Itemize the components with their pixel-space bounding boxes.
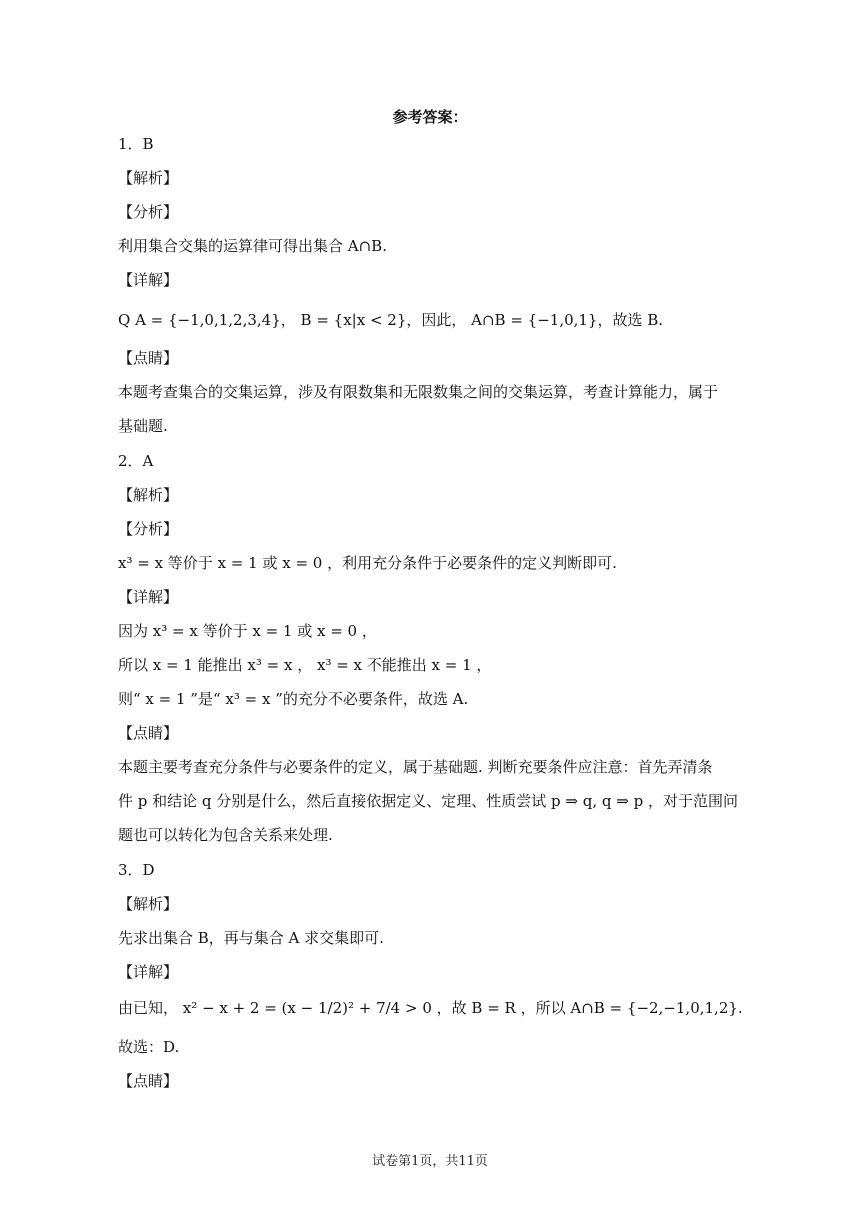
detail-text-2c: 则“ x = 1 ”是“ x³ = x ”的充分不必要条件，故选 A. <box>118 690 469 708</box>
section-xiangjie-2: 【详解】 <box>118 588 179 606</box>
section-dianjing-1: 【点睛】 <box>118 349 179 367</box>
analysis-text-2: x³ = x 等价于 x = 1 或 x = 0 ，利用充分条件于必要条件的定义判断即可. <box>118 554 617 572</box>
section-xiangjie-1: 【详解】 <box>118 271 179 289</box>
section-fenxi-2: 【分析】 <box>118 520 179 538</box>
section-dianjing-3: 【点睛】 <box>118 1072 179 1090</box>
comment-text-2b: 件 p 和结论 q 分别是什么，然后直接依据定义、定理、性质尝试 p ⇒ q, q ⇒ p ，对于范围问 <box>118 792 738 810</box>
analysis-text-1: 利用集合交集的运算律可得出集合 A∩B. <box>118 237 387 255</box>
comment-text-2a: 本题主要考查充分条件与必要条件的定义，属于基础题. 判断充要条件应注意：首先弄清条 <box>118 758 713 776</box>
detail-text-2a: 因为 x³ = x 等价于 x = 1 或 x = 0 ， <box>118 622 377 640</box>
comment-text-2c: 题也可以转化为包含关系来处理. <box>118 826 333 844</box>
detail-text-1: Q A = {−1,0,1,2,3,4}， B = {x|x < 2}，因此， A∩B = {−1,0,1}，故选 B. <box>118 311 664 329</box>
section-xiangjie-3: 【详解】 <box>118 963 179 981</box>
page-footer: 试卷第1页，共11页 <box>372 1154 488 1169</box>
answer-3-label: 3．D <box>118 861 155 879</box>
comment-text-1a: 本题考查集合的交集运算，涉及有限数集和无限数集之间的交集运算，考查计算能力，属于 <box>118 383 719 401</box>
answer-2-label: 2．A <box>118 452 154 470</box>
section-jiexi-1: 【解析】 <box>118 169 179 187</box>
analysis-text-3: 先求出集合 B，再与集合 A 求交集即可. <box>118 929 384 947</box>
conclusion-text-3: 故选：D. <box>118 1038 180 1056</box>
answer-1-label: 1．B <box>118 135 154 153</box>
detail-text-2b: 所以 x = 1 能推出 x³ = x ， x³ = x 不能推出 x = 1 ， <box>118 656 492 674</box>
section-fenxi-1: 【分析】 <box>118 203 179 221</box>
comment-text-1b: 基础题. <box>118 417 168 435</box>
section-jiexi-3: 【解析】 <box>118 895 179 913</box>
detail-text-3: 由已知， x² − x + 2 = (x − 1/2)² + 7/4 > 0 ，故 B = R ，所以 A∩B = {−2,−1,0,1,2}. <box>118 999 743 1017</box>
section-jiexi-2: 【解析】 <box>118 486 179 504</box>
page-title: 参考答案： <box>392 108 468 126</box>
section-dianjing-2: 【点睛】 <box>118 724 179 742</box>
